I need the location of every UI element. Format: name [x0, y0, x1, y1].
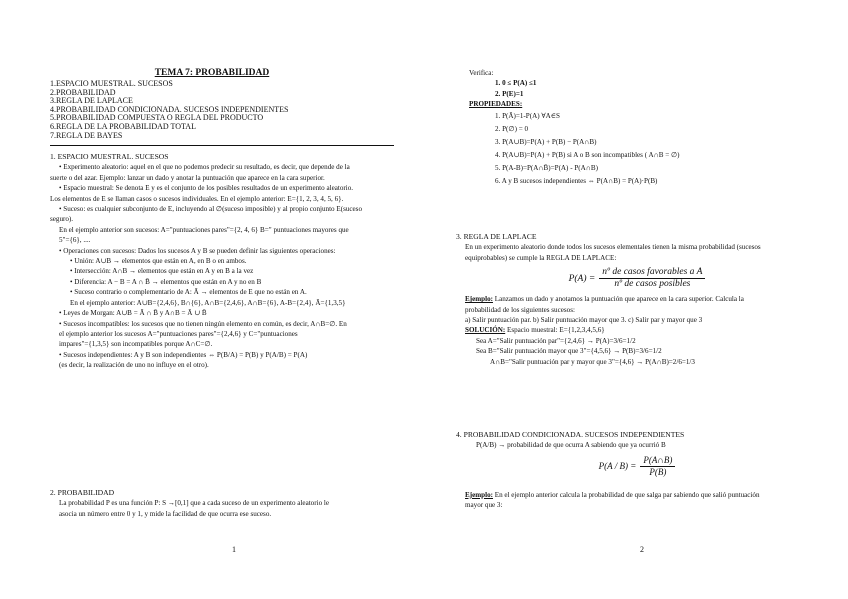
text-line: seguro).	[50, 215, 74, 224]
text-line: • Sucesos incompatibles: los sucesos que no tienen ningún elemento en común, es decir, A∩B=∅. En	[59, 319, 347, 328]
laplace-formula	[456, 267, 818, 290]
text-line: (es decir, la realización de uno no influye en el otro).	[59, 361, 209, 370]
text-line: equiprobables) se cumple la REGLA DE LAPLACE:	[465, 253, 617, 262]
text-line: probabilidad de los siguientes sucesos:	[465, 305, 575, 314]
text-line: • Intersección: A∩B → elementos que están en A y en B a la vez	[70, 267, 254, 276]
axiom-item: 2. P(E)=1	[495, 89, 524, 98]
text-line: • Sucesos independientes: A y B son independientes ⇔ P(B/A) = P(B) y P(A/B) = P(A)	[59, 350, 308, 359]
text-line: impares"={1,3,5} son incompatibles porque A∩C=∅.	[59, 340, 213, 349]
table-of-contents	[50, 80, 288, 140]
toc-item: 3.REGLA DE LAPLACE	[50, 96, 133, 106]
formula-lhs: P(A) =	[568, 273, 596, 284]
section-heading: 1. ESPACIO MUESTRAL. SUCESOS	[50, 152, 169, 161]
property-item: 4. P(A∪B)=P(A) + P(B) si A o B son incompatibles ( A∩B = ∅)	[495, 150, 680, 159]
text-line: P(A/B) → probabilidad de que ocurra A sabiendo que ya ocurrió B	[476, 441, 666, 450]
solution-block	[456, 325, 818, 335]
text-line: En un experimento aleatorio donde todos los sucesos elementales tienen la misma probabilidad (sucesos	[465, 243, 761, 252]
axioms-block	[469, 68, 815, 188]
property-item: 2. P(∅) = 0	[495, 124, 529, 133]
section-heading: 3. REGLA DE LAPLACE	[456, 232, 537, 241]
text-line: suerte o del azar. Ejemplo: lanzar un dado y anotar la puntuación que aparece en la cara superior.	[50, 173, 325, 182]
toc-item: 6.REGLA DE LA PROBABILIDAD TOTAL	[50, 121, 196, 131]
property-item: 6. A y B sucesos independientes ⇔ P(A∩B) = P(A)·P(B)	[495, 176, 658, 185]
text-line: a) Salir puntuación par. b) Salir puntuación mayor que 3. c) Salir par y mayor que 3	[465, 316, 703, 325]
text-line: mayor que 3:	[465, 501, 503, 510]
page-2	[424, 0, 848, 599]
text-line: • Leyes de Morgan: A∪B = Ā ∩ B̄ y A∩B = Ā ∪ B̄	[59, 309, 207, 318]
horizontal-divider	[50, 145, 394, 146]
text-line: En el ejemplo anterior calcula la probabilidad de que salga par sabiendo que salió puntuación	[492, 490, 760, 499]
text-line: • Diferencia: A − B = A ∩ B̄ → elementos que están en A y no en B	[70, 277, 262, 286]
formula-numerator: nº de casos favorables a A	[599, 267, 705, 279]
toc-item: 7.REGLA DE BAYES	[50, 130, 123, 140]
section-1	[50, 152, 396, 371]
property-item: 1. P(Ā)=1-P(A) ∀A∈S	[495, 111, 560, 120]
formula-denominator: P(B)	[649, 466, 667, 477]
page-title: TEMA 7: PROBABILIDAD	[154, 68, 270, 78]
text-line: • Unión: A∪B → elementos que están en A, en B o en ambos.	[70, 257, 247, 266]
formula-lhs: P(A / B) =	[598, 461, 637, 472]
formula-fraction	[640, 455, 675, 478]
text-line: 5"={6}, ....	[59, 236, 91, 245]
solution-label: SOLUCIÓN:	[465, 326, 506, 335]
properties-heading: PROPIEDADES:	[469, 100, 523, 109]
formula-denominator: nº de casos posibles	[614, 279, 691, 290]
section-heading: 2. PROBABILIDAD	[50, 488, 115, 497]
example-block	[456, 294, 818, 304]
text-line: • Espacio muestral: Se denota E y es el conjunto de los posibles resultados de un experimento aleatorio.	[59, 184, 354, 193]
text-line: • Suceso contrario o complementario de A: Ā → elementos de E que no están en A.	[70, 288, 307, 297]
text-line: A∩B="Salir puntuación par y mayor que 3"={4,6} → P(A∩B)=2/6=1/3	[490, 357, 695, 366]
text-line: • Suceso: es cualquier subconjunto de E, incluyendo al ∅(suceso imposible) y al propio conjunto E(suceso	[59, 205, 362, 214]
axiom-item: 1. 0 ≤ P(A) ≤1	[495, 79, 537, 88]
page-number: 1	[232, 545, 236, 554]
text-line: Sea A="Salir puntuación par"={2,4,6} → P(A)=3/6=1/2	[476, 336, 636, 345]
text-line: • Operaciones con sucesos: Dados los sucesos A y B se pueden definir las siguientes operaciones:	[59, 246, 336, 255]
text-line: En el ejemplo anterior: A∪B={2,4,6}, B∩{6}, A∩B={2,4,6}, A∩B={6}, A-B={2,4}, Ā={1,3,5}	[70, 298, 346, 307]
text-line: Espacio muestral: E={1,2,3,4,5,6}	[505, 326, 605, 335]
formula-numerator: P(A∩B)	[640, 455, 675, 467]
toc-item: 1.ESPACIO MUESTRAL. SUCESOS	[50, 79, 173, 88]
page-number: 2	[640, 545, 644, 554]
text-line: La probabilidad P es una función P: S →[0,1] que a cada suceso de un experimento aleatorio le	[59, 499, 330, 508]
text-line: Lanzamos un dado y anotamos la puntuación que aparece en la cara superior. Calcula la	[492, 295, 744, 304]
text-line: Sea B="Salir puntuación mayor que 3"={4,5,6} → P(B)=3/6=1/2	[476, 347, 662, 356]
section-4	[456, 430, 818, 511]
formula-fraction	[599, 267, 705, 290]
toc-item: 4.PROBABILIDAD CONDICIONADA. SUCESOS INDEPENDIENTES	[50, 104, 289, 114]
text-line: Los elementos de E se llaman casos o sucesos individuales. En el ejemplo anterior: E={1, 2, 3, 4, 5, 6}.	[50, 194, 344, 203]
text-line: En el ejemplo anterior son sucesos: A="puntuaciones pares"={2, 4, 6} B=" puntuaciones mayores que	[59, 225, 349, 234]
text-line: Verifica:	[469, 69, 494, 77]
section-heading: 4. PROBABILIDAD CONDICIONADA. SUCESOS INDEPENDIENTES	[456, 430, 685, 439]
text-line: asocia un número entre 0 y 1, y mide la facilidad de que ocurra ese suceso.	[59, 509, 272, 518]
property-item: 3. P(A∪B)=P(A) + P(B) − P(A∩B)	[495, 137, 597, 146]
section-3	[456, 232, 818, 367]
text-line: el ejemplo anterior los sucesos A="puntuaciones pares"={2,4,6} y C="puntuaciones	[59, 329, 298, 338]
property-item: 5. P(A-B)=P(A∩B̄)=P(A) - P(A∩B)	[495, 163, 598, 172]
conditional-formula	[456, 455, 818, 478]
text-line: • Experimento aleatorio: aquel en el que no podemos predecir su resultado, es decir, que depende de la	[59, 163, 350, 172]
toc-item: 5.PROBABILIDAD COMPUESTA O REGLA DEL PRODUCTO	[50, 113, 264, 123]
example-block	[456, 490, 818, 500]
example-label: Ejemplo:	[465, 490, 493, 499]
section-2	[50, 488, 396, 519]
toc-item: 2.PROBABILIDAD	[50, 87, 116, 97]
example-label: Ejemplo:	[465, 295, 493, 304]
